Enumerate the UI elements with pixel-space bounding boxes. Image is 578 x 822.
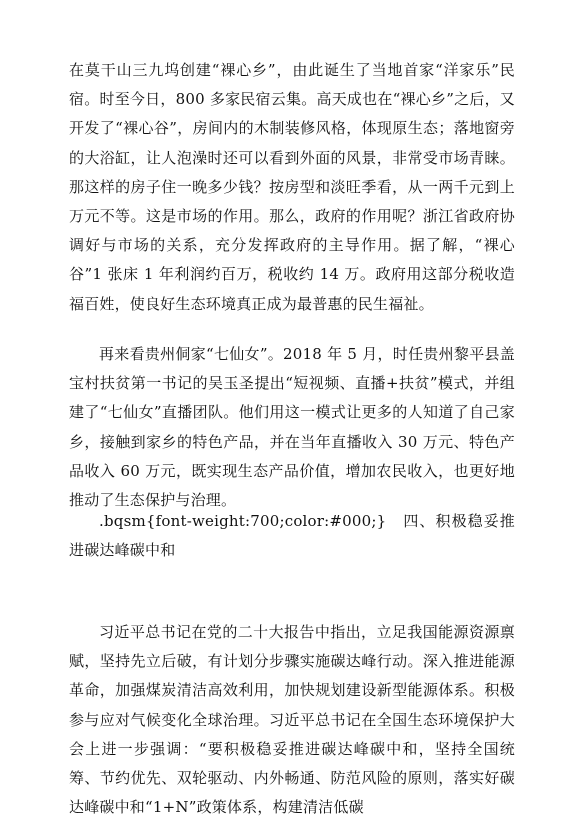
paragraph-seven-fairies: 再来看贵州侗家“七仙女”。2018 年 5 月，时任贵州黎平县盖宝村扶贫第一书记的吴玉圣提出“短视频、直播+扶贫”模式，并组建了“七仙女”直播团队。他们用这一模式让更多的人知道了自己家乡，接触到家乡的特色产品，并在当年直播收入 30 万元、特色产品收入 60 万元，既实现生态产品价值，增加农民收入，也更好地推动了生态保护与治理。	[69, 345, 515, 510]
paragraph-naked-retreat: 在莫干山三九坞创建“裸心乡”，由此诞生了当地首家“洋家乐”民宿。时至今日，800 多家民宿云集。高天成也在“裸心乡”之后，又开发了“裸心谷”，房间内的木制装修风格，体现原生态；落地窗旁的大浴缸，让人泡澡时还可以看到外面的风景，非常受市场青睐。那这样的房子住一晚多少钱？按房型和淡旺季看，从一两千元到上万元不等。这是市场的作用。那么，政府的作用呢？浙江省政府协调好与市场的关系，充分发挥政府的主导作用。据了解，“裸心谷”1 张床 1 年利润约百万，税收约 14 万。政府用这部分税收造福百姓，使良好生态环境真正成为最普惠的民生福祉。	[69, 61, 515, 313]
section-heading-carbon: .bqsm{font-weight:700;color:#000;} 四、积极稳妥推进碳达峰碳中和	[69, 512, 515, 560]
paragraph-carbon-peak: 习近平总书记在党的二十大报告中指出，立足我国能源资源禀赋，坚持先立后破，有计划分步骤实施碳达峰行动。深入推进能源革命，加强煤炭清洁高效利用，加快规划建设新型能源体系。积极参与应对气候变化全球治理。习近平总书记在全国生态环境保护大会上进一步强调：“要积极稳妥推进碳达峰碳中和，坚持全国统筹、节约优先、双轮驱动、内外畅通、防范风险的原则，落实好碳达峰碳中和“1+N”政策体系，构建清洁低碳	[69, 623, 515, 817]
